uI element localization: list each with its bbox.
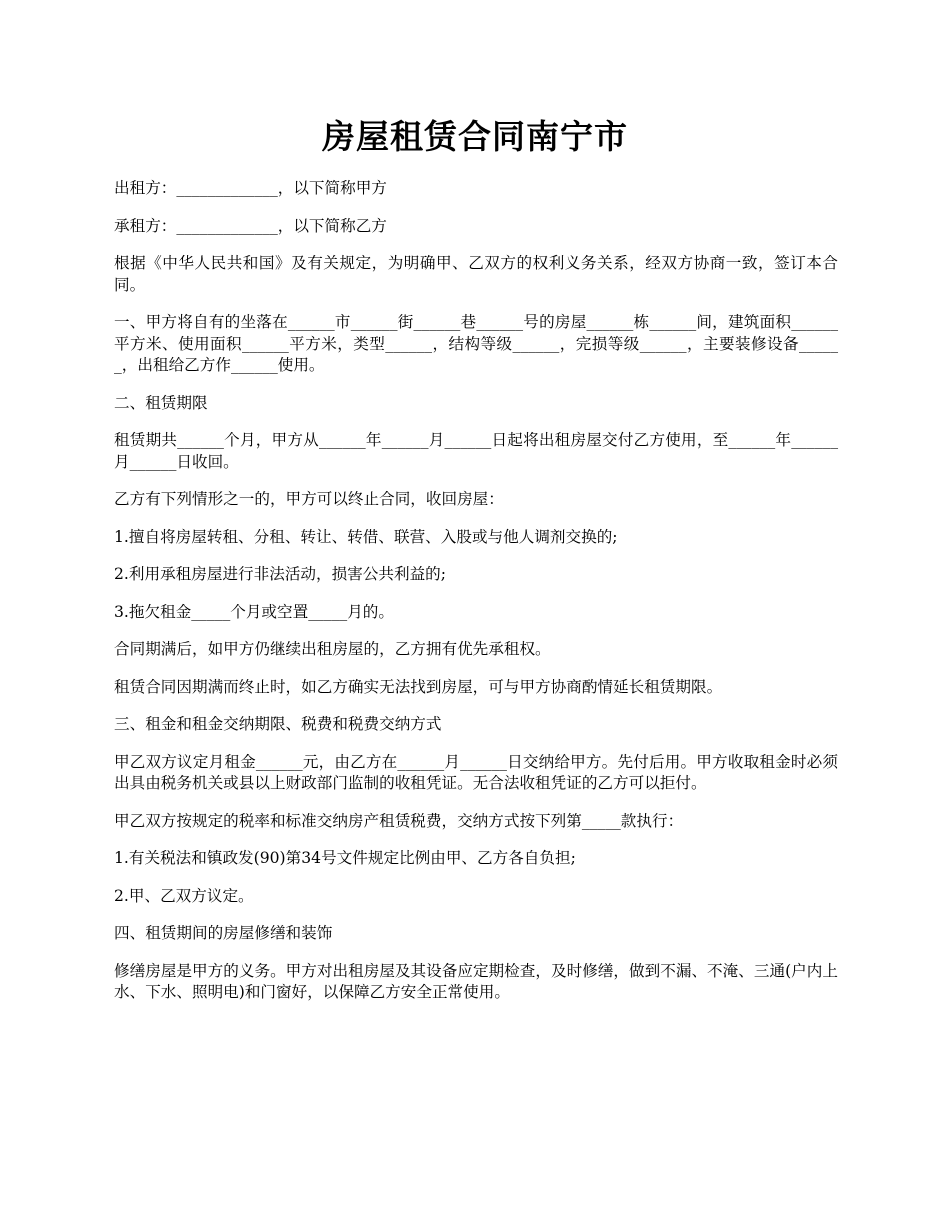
extension-paragraph: 租赁合同因期满而终止时，如乙方确实无法找到房屋，可与甲方协商酌情延长租赁期限。 xyxy=(114,677,723,696)
lessor-line: 出租方：_____________，以下简称甲方 xyxy=(114,179,387,197)
tax-paragraph: 甲乙双方按规定的税率和标准交纳房产租赁税费，交纳方式按下列第_____款执行： xyxy=(114,811,684,830)
termination-item-3: 3.拖欠租金_____个月或空置_____月的。 xyxy=(114,602,394,621)
lessee-line: 承租方：_____________，以下简称乙方 xyxy=(114,216,387,235)
section-heading-rent: 三、租金和租金交纳期限、税费和税费交纳方式 xyxy=(114,715,442,733)
renewal-priority-paragraph: 合同期满后，如甲方仍继续出租房屋的，乙方拥有优先承租权。 xyxy=(114,640,551,658)
preamble-paragraph: 根据《中华人民共和国》及有关规定，为明确甲、乙双方的权利义务关系，经双方协商一致，签订本合同。 xyxy=(114,254,838,294)
termination-item-2: 2.利用承租房屋进行非法活动，损害公共利益的; xyxy=(114,565,447,583)
tax-item-2: 2.甲、乙双方议定。 xyxy=(114,886,254,905)
rent-paragraph: 甲乙双方议定月租金______元，由乙方在______月______日交纳给甲方。先付后用。甲方收取租金时必须出具由税务机关或县以上财政部门监制的收租凭证。无合法收租凭证的乙方可以拒付。 xyxy=(114,752,838,792)
tax-item-1: 1.有关税法和镇政发(90)第34号文件规定比例由甲、乙方各自负担; xyxy=(114,849,576,867)
lease-term-paragraph: 租赁期共______个月，甲方从______年______月______日起将出租房屋交付乙方使用，至______年______月______日收回。 xyxy=(114,431,838,471)
repair-paragraph: 修缮房屋是甲方的义务。甲方对出租房屋及其设备应定期检查，及时修缮，做到不漏、不淹、三通(户内上水、下水、照明电)和门窗好，以保障乙方安全正常使用。 xyxy=(114,961,838,1001)
termination-item-1: 1.擅自将房屋转租、分租、转让、转借、联营、入股或与他人调剂交换的; xyxy=(114,527,618,546)
document-body xyxy=(114,178,838,1020)
section-heading-repair: 四、租赁期间的房屋修缮和装饰 xyxy=(114,924,333,942)
document-title: 房屋租赁合同南宁市 xyxy=(322,117,628,156)
termination-intro: 乙方有下列情形之一的，甲方可以终止合同，收回房屋： xyxy=(114,490,504,508)
clause-1-property: 一、甲方将自有的坐落在______市______街______巷______号的房屋______栋______间，建筑面积______平方米、使用面积______平方米，类型______，结构等级______，完损等级______，主要装修设备______，出租给乙方作______使用。 xyxy=(114,313,838,374)
section-heading-lease-term: 二、租赁期限 xyxy=(114,393,208,412)
